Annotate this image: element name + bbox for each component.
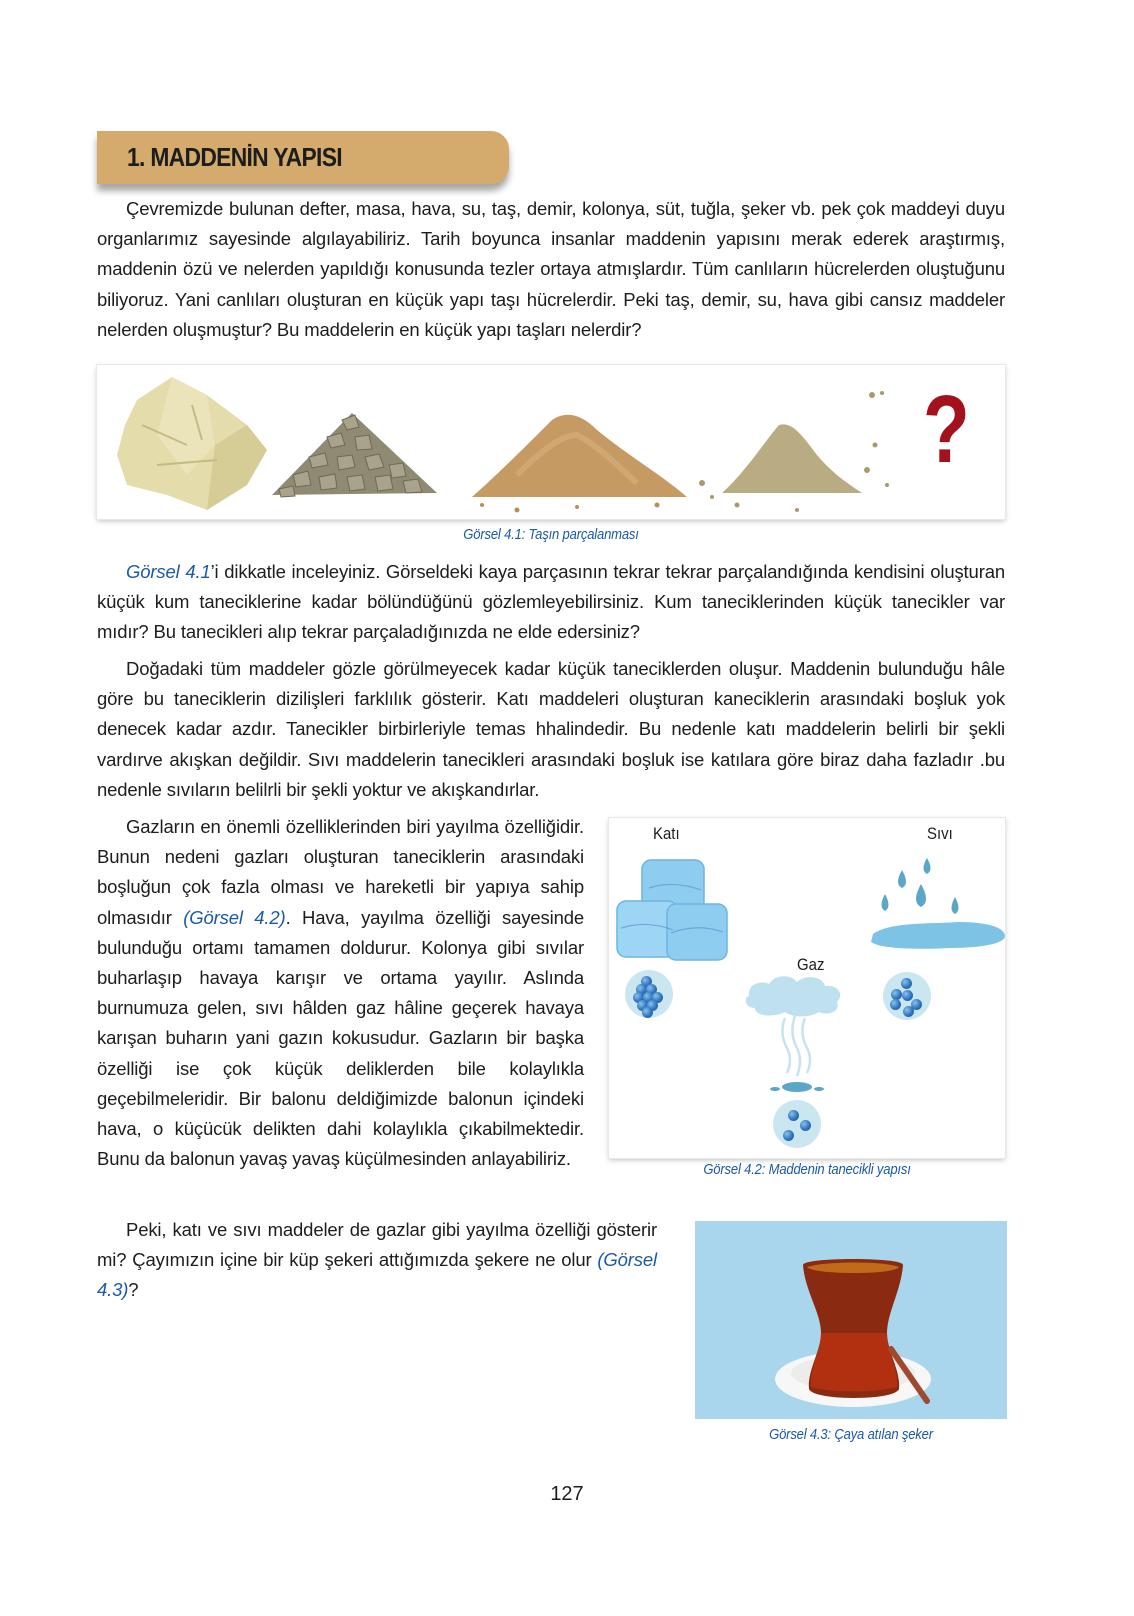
figure-4-2-caption: Görsel 4.2: Maddenin tanecikli yapısı: [703, 1162, 911, 1178]
paragraph-question-text-a: Peki, katı ve sıvı maddeler de gazlar gibi yayılma özelliği gösterir mi? Çayımızın içine bir küp şekeri attığımızda şekere ne olur: [97, 1219, 657, 1271]
ice-cubes-icon: [617, 860, 727, 960]
gas-particles-bubble: [773, 1100, 821, 1148]
tea-glass-photo: [695, 1221, 1007, 1419]
figure-4-1-caption: Görsel 4.1: Taşın parçalanması: [463, 527, 639, 543]
paragraph-intro-text: Çevremizde bulunan defter, masa, hava, su, taş, demir, kolonya, süt, tuğla, şeker vb. pek çok maddeyi duyu organlarımız sayesinde algılayabiliriz. Tarih boyunca insanlar maddenin yapısını merak ederek araştırmış, maddenin özü ve nelerden yapıldığı konusunda tezler ortaya atmışlardır. Tüm canlıların hücrelerden oluştuğunu biliyoruz. Yani canlıları oluşturan en küçük yapı taşı hücrelerdir. Peki taş, demir, su, hava gibi cansız maddeler nelerden oluşmuştur? Bu maddelerin en küçük yapı taşları nelerdir?: [97, 198, 1005, 340]
section-heading-bar: [97, 131, 509, 184]
rock-icon: [117, 377, 267, 510]
figure-4-3-caption: Görsel 4.3: Çaya atılan şeker: [769, 1427, 933, 1443]
paragraph-particles-text: Doğadaki tüm maddeler gözle görülmeyecek kadar küçük taneciklerden oluşur. Maddenin bulunduğu hâle göre bu taneciklerin dizilişleri farklılık gösterir. Katı maddeleri oluşturan kaneciklerin arasındaki boşluk yok denecek kadar azdır. Tanecikler birbirleriyle temas hhalindedir. Bu nedenle katı maddelerin belirli bir şekli vardırve akışkan değildir. Sıvı maddelerin tanecikleri arasındaki boşluk ise katılara göre biraz daha fazladır .bu nedenle sıvıların belilrli bir şekli yoktur ve akışkandırlar.: [97, 658, 1005, 800]
water-drops-icon: [882, 858, 959, 914]
gas-label: Gaz: [797, 955, 825, 974]
figure-tea-glass: [695, 1221, 1007, 1419]
figure-4-1-link[interactable]: Görsel 4.1: [126, 561, 211, 582]
question-mark-icon: ?: [922, 376, 970, 483]
vapor-puddle-icon: [782, 1082, 812, 1092]
gravel-pile-icon: [272, 413, 437, 497]
solid-label: Katı: [653, 824, 680, 843]
cloud-icon: [746, 976, 841, 1016]
rock-breakdown-illustration: [97, 365, 1005, 519]
paragraph-gases-text-a: Gazların en önemli özelliklerinden biri yayılma özelliğidir. Bunun nedeni gazları oluşturan taneciklerin arasındaki boşluğun çok fazla olması ve hareketli bir yapıya sahip olmasıdır: [97, 816, 584, 928]
water-puddle-icon: [871, 922, 1005, 949]
paragraph-gases: [97, 812, 584, 1174]
paragraph-particles: [97, 654, 1005, 805]
figure-rock-breakdown: [97, 365, 1005, 519]
paragraph-gases-text-b: . Hava, yayılma özelliği sayesinde bulunduğu ortamı tamamen doldurur. Kolonya gibi sıvılar buharlaşıp havaya karışır ve ortama yayılır. Aslında burnumuza gelen, sıvı hâlden gaz hâline geçerek havaya karışan buharın yani gazın kokusudur. Gazların bir başka özelliği ise çok küçük deliklerden bile kolaylıkla geçebilmeleridir. Bir balonu deldiğimizde balonun içindeki hava, o küçücük delikten dahi kolaylıkla çıkabilmektedir. Bunu da balonun yavaş yavaş küçülmesinden anlayabiliriz.: [97, 906, 585, 1170]
figure-4-2-link[interactable]: (Görsel 4.2): [183, 906, 286, 928]
liquid-particles-bubble: [883, 972, 931, 1020]
section-title: 1. MADDENİN YAPISI: [127, 142, 342, 172]
solid-particles-bubble: [625, 970, 673, 1018]
paragraph-figure-reference-text: ’i dikkatle inceleyiniz. Görseldeki kaya parçasının tekrar tekrar parçalandığında kendisini oluşturan küçük kum taneciklerine kadar bölündüğünü gözlemleyebilirsiniz. Kum taneciklerinden küçük tanecikler var mıdır? Bu tanecikleri alıp tekrar parçaladığınızda ne elde edersiniz?: [97, 561, 1005, 643]
page-number: 127: [550, 1483, 584, 1505]
fine-dust-pile-icon: [699, 391, 889, 512]
paragraph-intro: [97, 194, 1005, 345]
figure-4-3-link[interactable]: (Görsel 4.3): [97, 1249, 657, 1301]
paragraph-question: [97, 1215, 657, 1306]
paragraph-figure-reference: [97, 557, 1005, 648]
paragraph-question-text-b: ?: [128, 1279, 139, 1301]
figure-states-of-matter: [609, 818, 1005, 1158]
steam-icon: [782, 1016, 810, 1076]
sand-pile-icon: [472, 415, 687, 513]
liquid-label: Sıvı: [927, 824, 953, 843]
